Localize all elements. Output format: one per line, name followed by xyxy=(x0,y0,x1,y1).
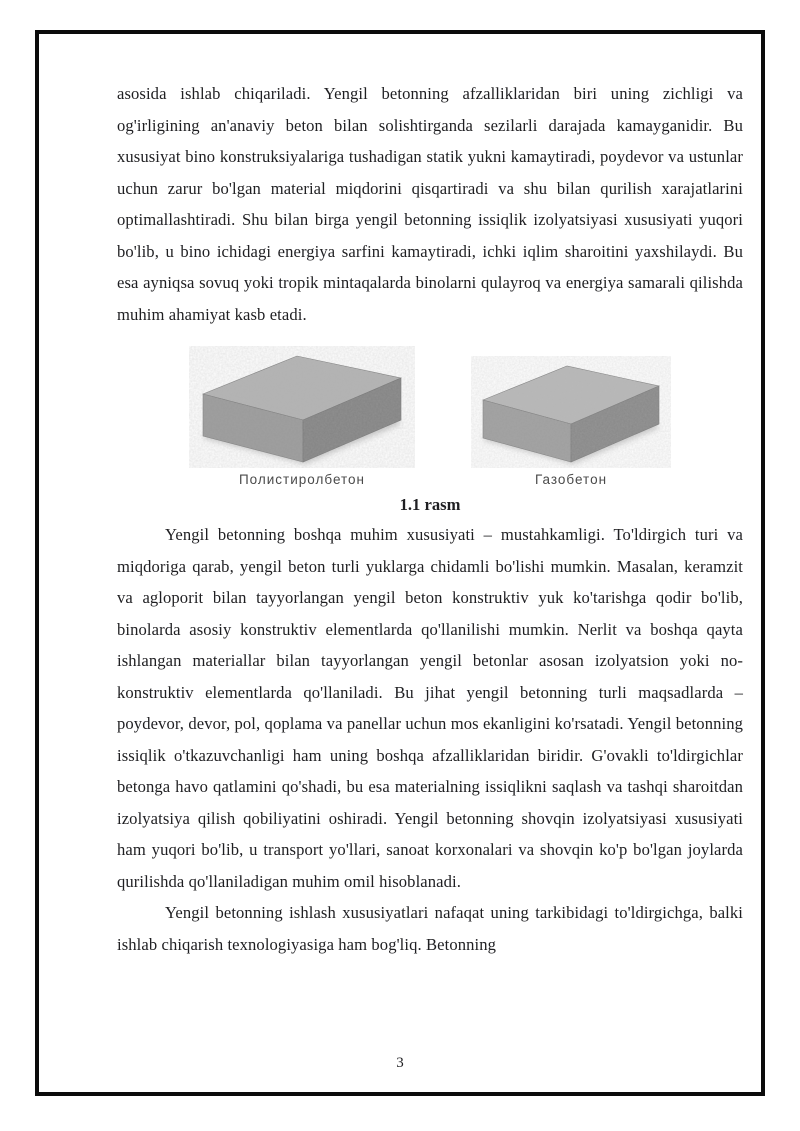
figure-images-row xyxy=(117,346,743,487)
figure-caption-left: Полистиролбетон xyxy=(238,472,366,487)
figure-item-left xyxy=(189,346,415,487)
paragraph-2: Yengil betonning boshqa muhim xususiyati – mustahkamligi. To'ldirgich turi va miqdoriga qarab, yengil beton turli yuklarga chidamli bo'lishi mumkin. Masalan, keramzit va agloporit bilan tayyorlangan yengil beton konstruktiv yuk ko'tarishga qodir bo'lib, binolarda asosiy konstruktiv elementlarda qo'llanilishi mumkin. Nerlit va boshqa qayta ishlangan materiallar bilan tayyorlangan yengil betonlar asosan izolyatsion yoki no-konstruktiv elementlarda qo'llaniladi. Bu jihat yengil betonning turli maqsadlarda – poydevor, devor, pol, qoplama va panellar uchun mos ekanligini ko'rsatadi. Yengil betonning issiqlik o'tkazuvchanligi ham uning boshqa afzalliklaridan biridir. G'ovakli to'ldirgichlar betonga havo qatlamini qo'shadi, bu esa materialning issiqlikni saqlash va tashqi sharoitdan izolyatsiya qilish qobiliyatini oshiradi. Yengil betonning shovqin izolyatsiyasi xususiyati ham yuqori bo'lib, u transport yo'llari, sanoat korxonalari va shovqin ko'p bo'lgan joylarda qurilishda qo'llaniladigan muhim omil hisoblanadi. xyxy=(117,525,743,891)
polystyrene-concrete-block-image xyxy=(189,346,415,468)
page-number: 3 xyxy=(396,1055,404,1071)
page-border xyxy=(35,30,765,1096)
paragraph-3: Yengil betonning ishlash xususiyatlari nafaqat uning tarkibidagi to'ldirgichga, balki ishlab chiqarish texnologiyasiga ham bog'liq. Betonning xyxy=(117,903,743,954)
figure-caption-right: Газобетон xyxy=(534,472,608,487)
page-content xyxy=(39,34,761,1092)
figure-1-1 xyxy=(117,346,743,515)
aerated-concrete-block-image xyxy=(471,356,671,468)
figure-item-right xyxy=(471,356,671,487)
figure-label: 1.1 rasm xyxy=(399,495,461,514)
paragraph-1: asosida ishlab chiqariladi. Yengil betonning afzalliklaridan biri uning zichligi va og'irligining an'anaviy beton bilan solishtirganda sezilarli darajada kamayganidir. Bu xususiyat bino konstruksiyalariga tushadigan statik yukni kamaytiradi, poydevor va ustunlar uchun zarur bo'lgan material miqdorini qisqartiradi va shu bilan qurilish xarajatlarini optimallashtiradi. Shu bilan birga yengil betonning issiqlik izolyatsiyasi xususiyati yuqori bo'lib, u bino ichidagi energiya sarfini kamaytiradi, ichki iqlim sharoitini yaxshilaydi. Bu esa ayniqsa sovuq yoki tropik mintaqalarda binolarni qulayroq va energiya samarali qilishda muhim ahamiyat kasb etadi. xyxy=(117,84,743,324)
